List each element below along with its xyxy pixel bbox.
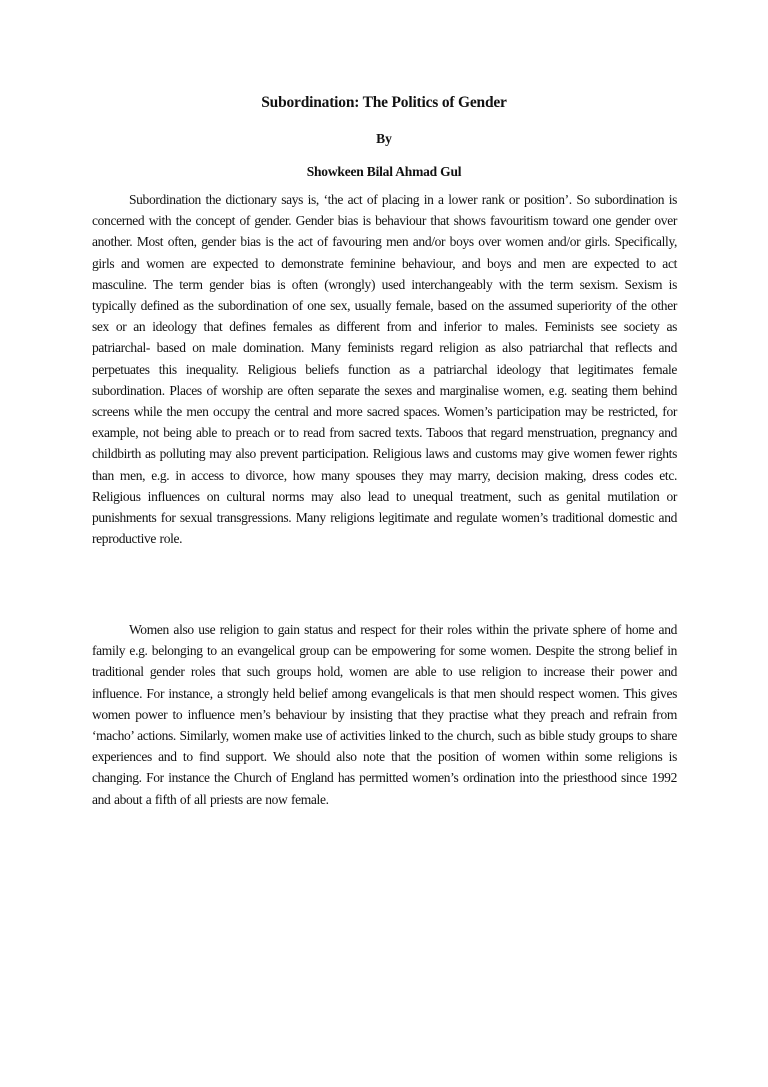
author-name: Showkeen Bilal Ahmad Gul (306, 164, 462, 179)
document-title (0, 93, 768, 113)
paragraph-2: Women also use religion to gain status and respect for their roles within the private sphere of home and family e.g. belonging to an evangelical group can be empowering for some women. Despite the strong belief in traditional gender roles that such groups hold, women are able to use religion to increase their power and influence. For instance, a strongly held belief among evangelicals is that men should respect women. This gives women power to influence men’s behaviour by insisting that they practise what they preach and refrain from ‘macho’ actions. Similarly, women make use of activities linked to the church, such as bible study groups to share experiences and to find support. We should also note that the position of women within some religions is changing. For instance the Church of England has permitted women’s ordination into the priesthood since 1992 and about a fifth of all priests are now female. (92, 622, 677, 807)
paragraph-1: Subordination the dictionary says is, ‘the act of placing in a lower rank or position’. So subordination is concerned with the concept of gender. Gender bias is behaviour that shows favouritism toward one gender over another. Most often, gender bias is the act of favouring men and/or boys over women and/or girls. Specifically, girls and women are expected to demonstrate feminine behaviour, and boys and men are expected to act masculine. The term gender bias is often (wrongly) used interchangeably with the term sexism. Sexism is typically defined as the subordination of one sex, usually female, based on the assumed superiority of the other sex or an ideology that defines females as different from and inferior to males. Feminists see society as patriarchal- based on male domination. Many feminists regard religion as also patriarchal that reflects and perpetuates this inequality. Religious beliefs function as a patriarchal ideology that legitimates female subordination. Places of worship are often separate the sexes and marginalise women, e.g. seating them behind screens while the men occupy the central and more sacred spaces. Women’s participation may be restricted, for example, not being able to preach or to read from sacred texts. Taboos that regard menstruation, pregnancy and childbirth as polluting may also prevent participation. Religious laws and customs may give women fewer rights than men, e.g. in access to divorce, how many spouses they may marry, decision making, dress codes etc. Religious influences on cultural norms may also lead to unequal treatment, such as genital mutilation or punishments for sexual transgressions. Many religions legitimate and regulate women’s traditional domestic and reproductive role. (92, 192, 677, 547)
document-title-text: Subordination: The Politics of Gender (261, 94, 507, 111)
by-label: By (376, 131, 392, 146)
